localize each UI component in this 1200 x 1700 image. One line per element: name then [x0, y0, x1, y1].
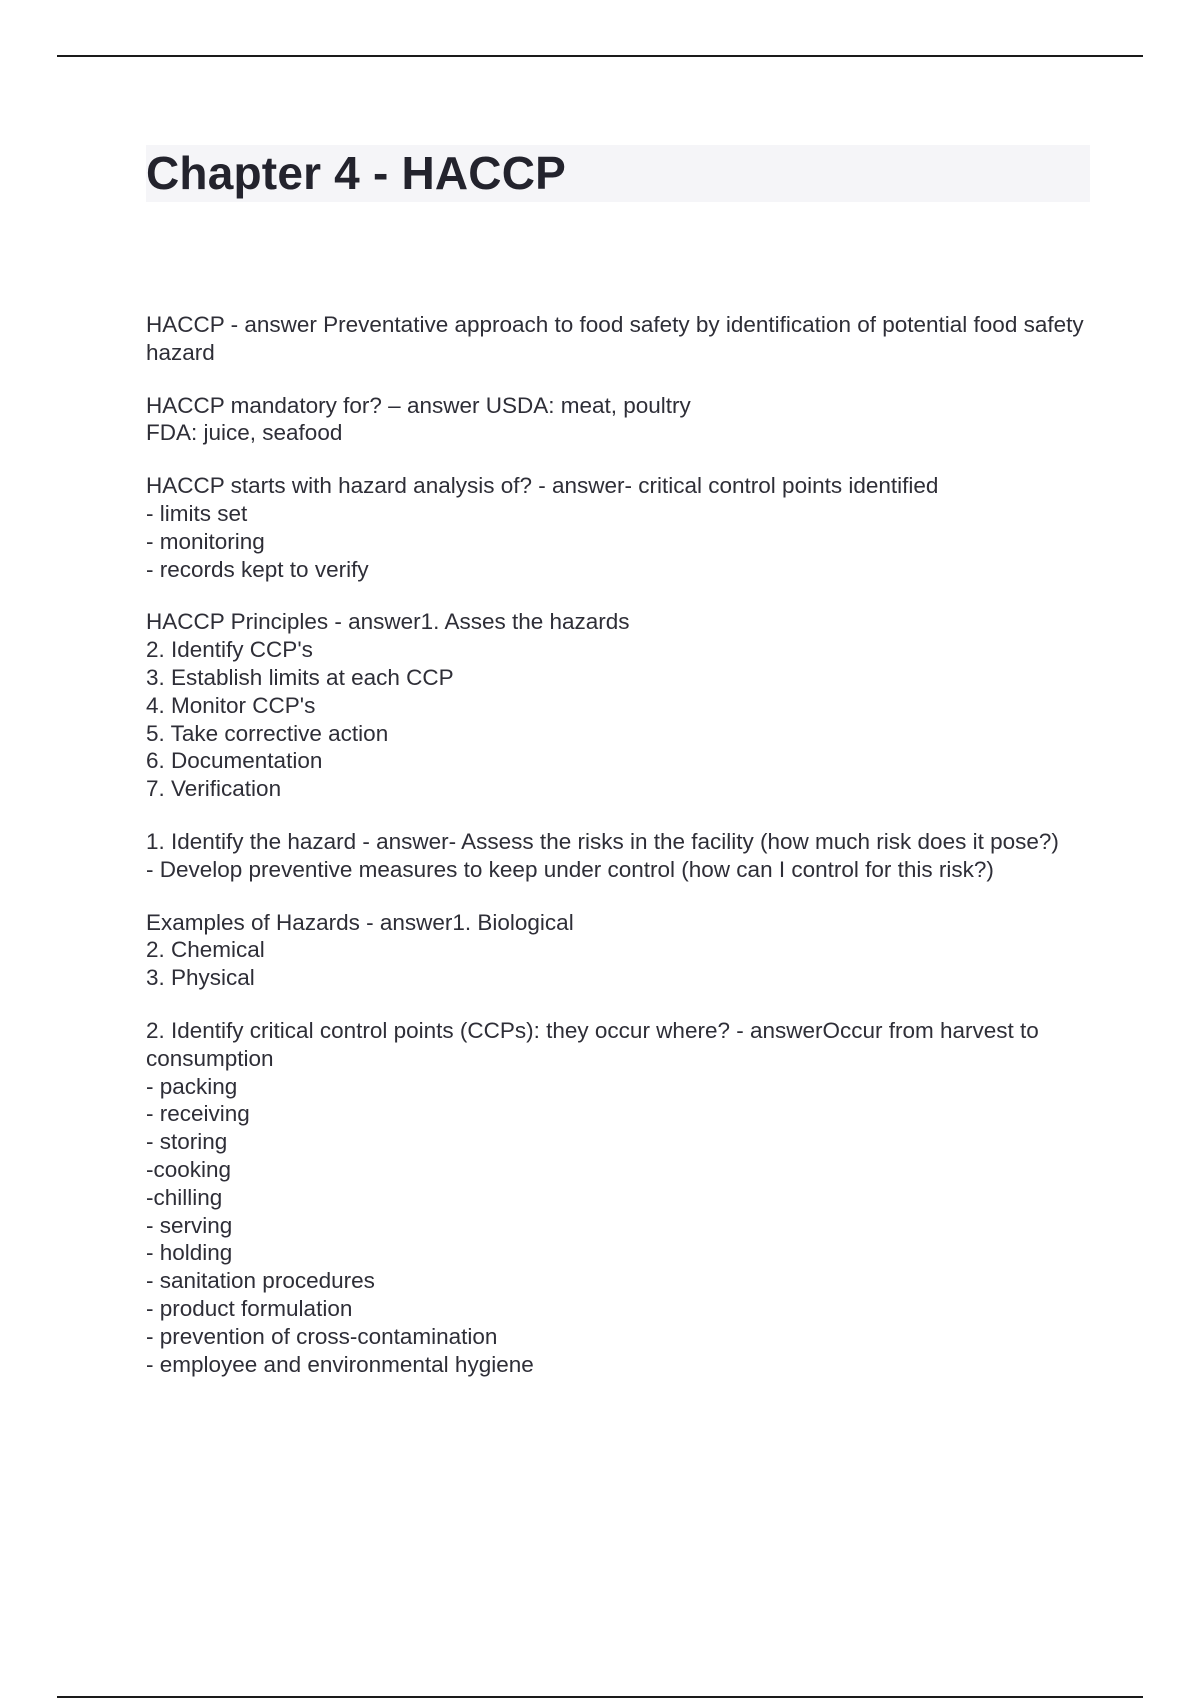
flashcard	[146, 1017, 1090, 1378]
flashcard	[146, 608, 1090, 803]
flashcard-line: 3. Establish limits at each CCP	[146, 664, 454, 690]
flashcard-line: - storing	[146, 1129, 228, 1155]
flashcard-line: 2. Chemical	[146, 937, 265, 963]
bottom-rule	[57, 1696, 1143, 1698]
flashcard-line: - monitoring	[146, 528, 265, 554]
flashcard-line: - holding	[146, 1240, 233, 1266]
flashcard-line: FDA: juice, seafood	[146, 420, 343, 446]
flashcard-line: - product formulation	[146, 1295, 353, 1321]
flashcard-line: - limits set	[146, 500, 248, 526]
flashcard-line: -chilling	[146, 1184, 223, 1210]
flashcard	[146, 311, 1090, 367]
flashcard-line: 5. Take corrective action	[146, 720, 389, 746]
flashcard-line: HACCP mandatory for? – answer USDA: meat, poultry	[146, 392, 691, 418]
flashcard-line: - employee and environmental hygiene	[146, 1351, 534, 1377]
flashcard-line: -cooking	[146, 1156, 232, 1182]
flashcard-line: 2. Identify CCP's	[146, 637, 313, 663]
flashcard-line: 1. Identify the hazard - answer- Assess the risks in the facility (how much risk does it pose?)	[146, 828, 1059, 854]
top-rule	[57, 55, 1143, 57]
flashcard-line: HACCP starts with hazard analysis of? - answer- critical control points identified	[146, 473, 939, 499]
flashcard-line: - packing	[146, 1073, 238, 1099]
flashcard-line: - Develop preventive measures to keep under control (how can I control for this risk?)	[146, 856, 994, 882]
flashcard-line: HACCP Principles - answer1. Asses the hazards	[146, 609, 630, 635]
flashcard	[146, 828, 1090, 884]
flashcard	[146, 472, 1090, 583]
flashcard-line: - receiving	[146, 1101, 250, 1127]
flashcard-line: HACCP - answer Preventative approach to food safety by identification of potential food safety hazard	[146, 312, 1090, 365]
flashcard-line: - sanitation procedures	[146, 1268, 375, 1294]
flashcard-line: - serving	[146, 1212, 233, 1238]
flashcard-line: 2. Identify critical control points (CCPs): they occur where? - answerOccur from harvest to consumption	[146, 1017, 1046, 1071]
flashcard-list	[146, 311, 1090, 1403]
flashcard-line: 3. Physical	[146, 965, 255, 991]
flashcard-line: 6. Documentation	[146, 748, 323, 774]
flashcard-line: - records kept to verify	[146, 556, 369, 582]
flashcard	[146, 909, 1090, 992]
page-title: Chapter 4 - HACCP	[146, 147, 567, 199]
flashcard-line: Examples of Hazards - answer1. Biological	[146, 909, 574, 935]
flashcard-line: 7. Verification	[146, 776, 282, 802]
flashcard-line: 4. Monitor CCP's	[146, 692, 316, 718]
flashcard	[146, 392, 1090, 448]
flashcard-line: - prevention of cross-contamination	[146, 1323, 498, 1349]
